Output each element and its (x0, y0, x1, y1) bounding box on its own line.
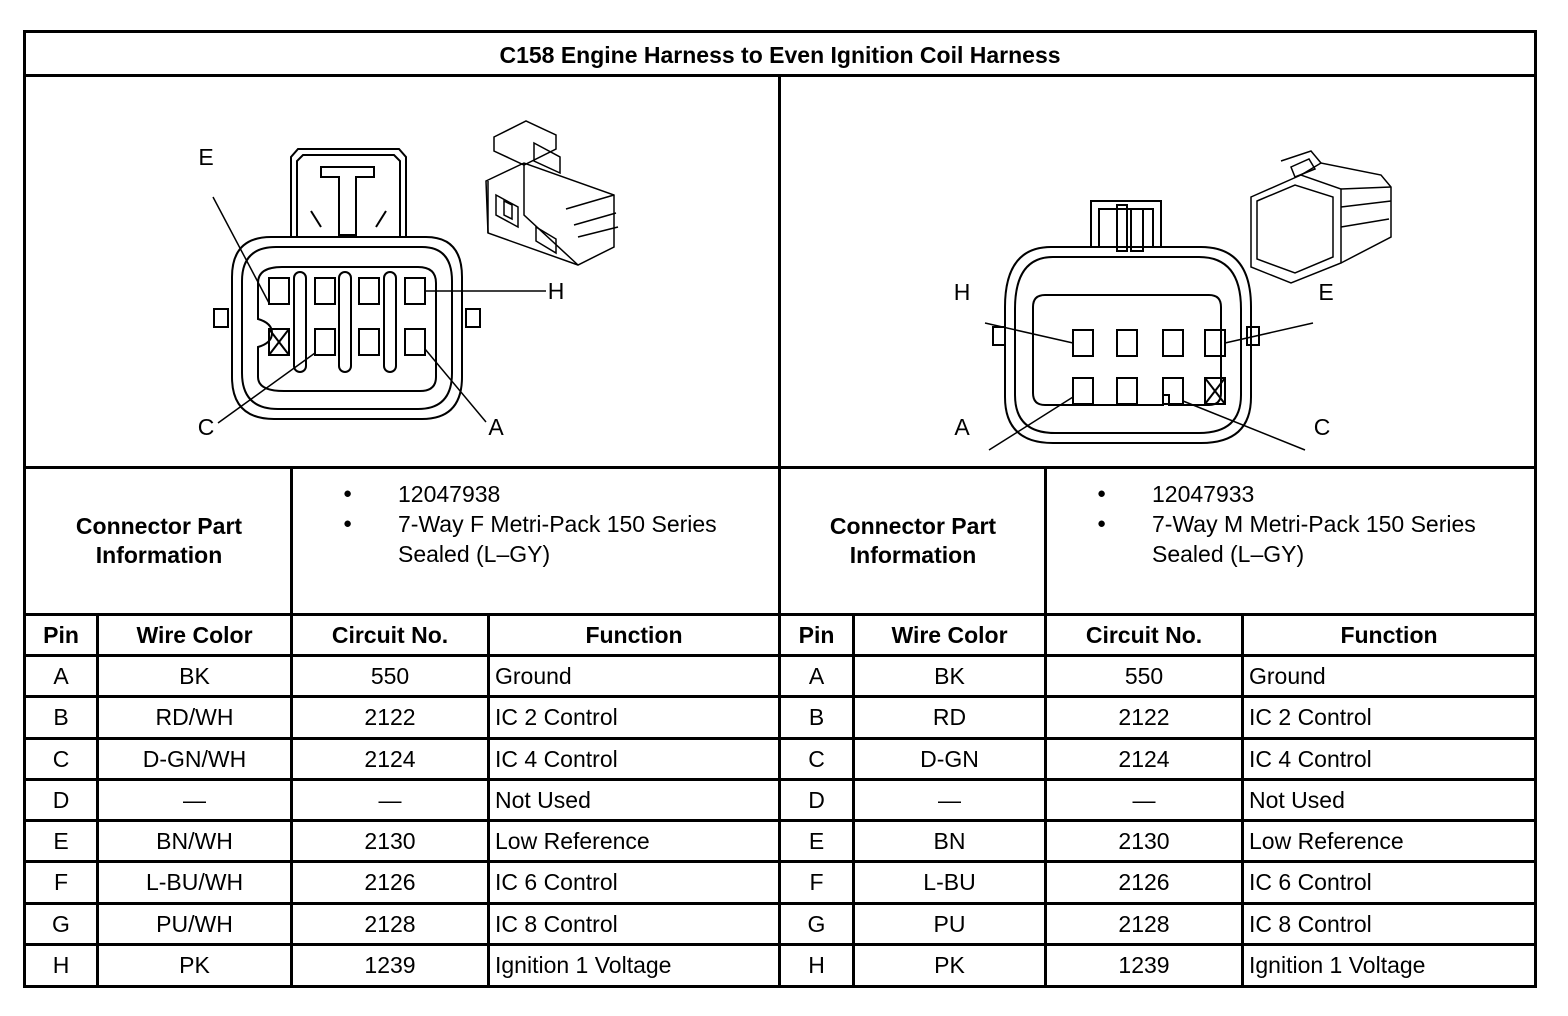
pin-label-c: C (1313, 413, 1331, 440)
pin-label-e: E (198, 143, 214, 170)
table-cell-circuit-number: 2128 (364, 910, 416, 937)
table-cell-wire-color: PU/WH (156, 910, 233, 937)
column-header-function: Function (1340, 621, 1438, 648)
divider (290, 466, 293, 616)
table-cell-circuit-number: 2124 (364, 745, 416, 772)
part-number: ● 12047933 (1092, 479, 1522, 509)
pin-label-a: A (954, 413, 970, 440)
table-cell-wire-color: RD/WH (155, 703, 234, 730)
table-cell-wire-color: BK (934, 662, 965, 689)
right-connector-diagram (781, 77, 1534, 466)
table-cell-function: IC 8 Control (495, 910, 618, 937)
table-cell-pin: A (808, 662, 825, 689)
table-cell-wire-color: BK (179, 662, 210, 689)
table-cell-pin: B (53, 703, 69, 730)
table-cell-wire-color: D-GN (920, 745, 979, 772)
table-cell-wire-color: RD (932, 703, 967, 730)
table-cell-function: Not Used (495, 786, 591, 813)
table-cell-function: IC 6 Control (1249, 868, 1372, 895)
table-cell-pin: A (53, 662, 69, 689)
table-cell-circuit-number: 2130 (364, 827, 416, 854)
table-cell-pin: D (52, 786, 70, 813)
table-cell-wire-color: D-GN/WH (142, 745, 247, 772)
table-cell-function: Ground (495, 662, 572, 689)
table-cell-wire-color: L-BU (923, 868, 976, 895)
table-cell-circuit-number: 2126 (1118, 868, 1170, 895)
column-header-circuit-number: Circuit No. (331, 621, 449, 648)
column-header-pin: Pin (43, 621, 79, 648)
table-cell-function: IC 2 Control (1249, 703, 1372, 730)
table-cell-function: IC 6 Control (495, 868, 618, 895)
table-cell-circuit-number: 2128 (1118, 910, 1170, 937)
table-cell-circuit-number: 2124 (1118, 745, 1170, 772)
part-info-list (1092, 479, 1522, 569)
table-cell-wire-color: PK (179, 951, 210, 978)
table-cell-wire-color: — (938, 786, 961, 813)
table-cell-function: IC 8 Control (1249, 910, 1372, 937)
table-cell-pin: F (809, 868, 824, 895)
table-cell-circuit-number: 550 (1124, 662, 1164, 689)
page-title: C158 Engine Harness to Even Ignition Coil Harness (499, 42, 1061, 68)
column-header-wire-color: Wire Color (136, 621, 253, 648)
table-cell-circuit-number: 2126 (364, 868, 416, 895)
table-cell-pin: C (52, 745, 70, 772)
table-cell-pin: C (808, 745, 825, 772)
column-header-wire-color: Wire Color (891, 621, 1008, 648)
connector-part-info-label: Connector Part Information (75, 513, 243, 568)
table-cell-function: Not Used (1249, 786, 1345, 813)
pin-label-h: H (953, 278, 971, 305)
table-cell-circuit-number: 1239 (1118, 951, 1170, 978)
table-cell-pin: B (808, 703, 825, 730)
divider (1044, 466, 1047, 616)
table-cell-circuit-number: 550 (370, 662, 410, 689)
table-cell-function: IC 2 Control (495, 703, 618, 730)
pin-label-e: E (1318, 278, 1334, 305)
pin-label-c: C (197, 413, 215, 440)
table-cell-pin: E (53, 827, 69, 854)
table-cell-pin: D (808, 786, 825, 813)
table-cell-function: IC 4 Control (1249, 745, 1372, 772)
table-cell-circuit-number: 1239 (364, 951, 416, 978)
connector-part-info-label: Connector Part Information (829, 513, 997, 568)
table-cell-function: Low Reference (1249, 827, 1404, 854)
left-connector-diagram (26, 77, 778, 466)
part-description: ● 7-Way M Metri-Pack 150 Series Sealed (L–GY) (1092, 509, 1522, 569)
table-cell-pin: H (808, 951, 825, 978)
table-cell-function: IC 4 Control (495, 745, 618, 772)
column-header-circuit-number: Circuit No. (1085, 621, 1203, 648)
table-cell-circuit-number: 2122 (364, 703, 416, 730)
table-cell-wire-color: BN (933, 827, 966, 854)
part-description: ● 7-Way F Metri-Pack 150 Series Sealed (L–GY) (338, 509, 768, 569)
table-cell-function: Low Reference (495, 827, 650, 854)
table-cell-pin: E (808, 827, 825, 854)
part-info-list (338, 479, 768, 569)
table-cell-pin: F (53, 868, 69, 895)
table-cell-pin: G (52, 910, 70, 937)
connector-sheet (23, 30, 1537, 988)
table-cell-wire-color: PK (934, 951, 965, 978)
table-cell-circuit-number: — (378, 786, 402, 813)
table-cell-wire-color: L-BU/WH (145, 868, 244, 895)
table-cell-function: Ignition 1 Voltage (495, 951, 672, 978)
table-cell-circuit-number: 2130 (1118, 827, 1170, 854)
table-cell-wire-color: PU (933, 910, 966, 937)
pin-label-h: H (547, 277, 565, 304)
table-cell-wire-color: — (183, 786, 206, 813)
part-number: ● 12047938 (338, 479, 768, 509)
table-cell-pin: G (807, 910, 826, 937)
column-header-pin: Pin (798, 621, 835, 648)
column-header-function: Function (585, 621, 683, 648)
table-cell-wire-color: BN/WH (156, 827, 233, 854)
table-cell-pin: H (52, 951, 70, 978)
table-cell-circuit-number: — (1132, 786, 1156, 813)
pin-label-a: A (488, 413, 504, 440)
table-cell-function: Ignition 1 Voltage (1249, 951, 1426, 978)
table-cell-function: Ground (1249, 662, 1326, 689)
table-cell-circuit-number: 2122 (1118, 703, 1170, 730)
